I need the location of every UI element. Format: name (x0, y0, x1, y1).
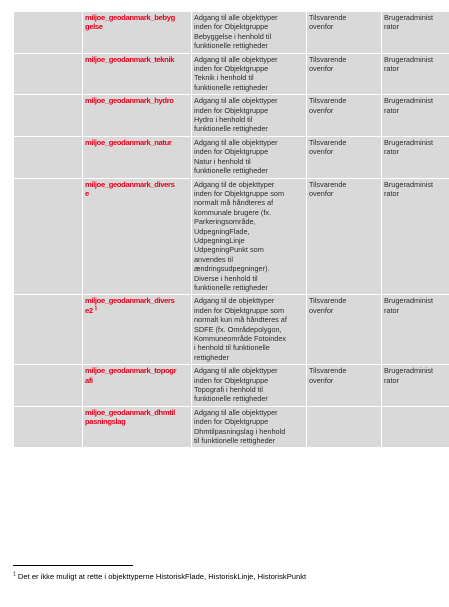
inherits-line: ovenfor (309, 22, 334, 32)
admin-line: rator (384, 305, 400, 315)
admin-line: Brugeradminist (384, 366, 434, 376)
inherits-cell (307, 53, 382, 95)
admin-cell (382, 136, 449, 178)
description-line: Bebyggelse i henhold til (194, 31, 272, 41)
table-row (14, 95, 449, 137)
role_lines-line: gelse (85, 22, 103, 32)
description-line: inden for Objektgruppe som (194, 188, 285, 198)
inherits-line: Tilsvarende (309, 54, 347, 64)
description-line: inden for Objektgruppe (194, 64, 269, 74)
description-cell (192, 178, 307, 295)
description-line: inden for Objektgruppe (194, 147, 269, 157)
blank-cell (14, 178, 83, 295)
role_lines-line: e (85, 188, 89, 198)
table-row (14, 53, 449, 95)
inherits-line: ovenfor (309, 305, 334, 315)
footnote (13, 572, 443, 582)
description-line: inden for Objektgruppe som (194, 305, 285, 315)
inherits-line: ovenfor (309, 64, 334, 74)
description-line: Adgang til alle objekttyper (194, 366, 278, 376)
role-name-cell (83, 136, 192, 178)
roles-table-body (14, 12, 449, 448)
role-name-cell (83, 95, 192, 137)
description-line: Natur i henhold til (194, 156, 251, 166)
blank-cell (14, 365, 83, 407)
admin-cell (382, 406, 449, 448)
role_lines-line: miljoe_geodanmark_natur (85, 137, 172, 147)
footnote-marker: 1 (13, 571, 16, 578)
role-name-cell (83, 12, 192, 54)
inherits-line: ovenfor (309, 188, 334, 198)
role_lines-line: miljoe_geodanmark_divers (85, 179, 175, 189)
description-cell (192, 53, 307, 95)
inherits-line: Tilsvarende (309, 96, 347, 106)
description-line: Adgang til alle objekttyper (194, 96, 278, 106)
description-line: kommunale brugere (fx. (194, 207, 272, 217)
blank-cell (14, 53, 83, 95)
description-line: Teknik i henhold til (194, 73, 254, 83)
table-row (14, 136, 449, 178)
role-name-cell (83, 406, 192, 448)
inherits-line: Tilsvarende (309, 366, 347, 376)
admin-line: Brugeradminist (384, 137, 434, 147)
inherits-cell (307, 95, 382, 137)
description-cell (192, 365, 307, 407)
footnote-separator (13, 565, 133, 566)
admin-line: Brugeradminist (384, 54, 434, 64)
footnote-text: Det er ikke muligt at rette i objekttyperne HistoriskFlade, HistoriskLinje, HistoriskPunkt (15, 572, 307, 581)
description-line: Kommuneområde Fotoindex (194, 334, 287, 343)
role-name-cell (83, 295, 192, 365)
description-line: Adgang til alle objekttyper (194, 54, 278, 64)
role_lines-line: pasningslag (85, 417, 126, 427)
blank-cell (14, 136, 83, 178)
admin-cell (382, 53, 449, 95)
inherits-cell (307, 178, 382, 295)
admin-cell (382, 178, 449, 295)
description-line: anvendes til (194, 254, 233, 264)
role_lines-line: miljoe_geodanmark_divers (85, 296, 175, 306)
description-line: funktionelle rettigheder (194, 82, 268, 92)
role_lines-line: miljoe_geodanmark_bebyg (85, 13, 175, 22)
description-line: normalt må håndteres af (194, 198, 274, 208)
description-line: inden for Objektgruppe (194, 417, 269, 427)
description-line: funktionelle rettigheder (194, 282, 268, 292)
description-line: funktionelle rettigheder (194, 394, 268, 404)
description-line: Adgang til alle objekttyper (194, 13, 278, 22)
footnote-reference: 1 (94, 305, 97, 312)
admin-line: rator (384, 375, 400, 385)
admin-line: rator (384, 64, 400, 74)
description-line: Adgang til alle objekttyper (194, 407, 278, 417)
inherits-cell (307, 295, 382, 365)
description-line: Adgang til alle objekttyper (194, 137, 278, 147)
description-line: UdpegningFlade, (194, 226, 250, 236)
role_lines-line: miljoe_geodanmark_hydro (85, 96, 174, 106)
description-line: inden for Objektgruppe (194, 105, 269, 115)
description-cell (192, 136, 307, 178)
description-line: Adgang til de objekttyper (194, 179, 275, 189)
description-line: Hydro i henhold til (194, 115, 253, 125)
description-line: Topografi i henhold til (194, 385, 263, 395)
role_lines-line: e2 (85, 305, 93, 315)
description-line: rettigheder (194, 352, 229, 362)
role-name-cell (83, 178, 192, 295)
inherits-line: Tilsvarende (309, 137, 347, 147)
description-cell (192, 12, 307, 54)
description-line: Adgang til de objekttyper (194, 296, 275, 306)
description-line: til funktionelle rettigheder (194, 436, 276, 446)
inherits-line: ovenfor (309, 105, 334, 115)
admin-line: Brugeradminist (384, 96, 434, 106)
description-line: ændringsudpegninger). (194, 264, 270, 274)
admin-line: Brugeradminist (384, 179, 434, 189)
admin-cell (382, 12, 449, 54)
description-line: inden for Objektgruppe (194, 375, 269, 385)
description-line: Diverse i henhold til (194, 273, 258, 283)
admin-cell (382, 365, 449, 407)
admin-cell (382, 95, 449, 137)
description-line: Dhmtilpasningslag i henhold (194, 426, 286, 436)
admin-line: rator (384, 22, 400, 32)
description-line: funktionelle rettigheder (194, 41, 268, 51)
admin-line: rator (384, 188, 400, 198)
table-row (14, 365, 449, 407)
description-line: funktionelle rettigheder (194, 124, 268, 134)
role_lines-line: miljoe_geodanmark_teknik (85, 54, 175, 64)
role_lines-line: miljoe_geodanmark_topogr (85, 366, 177, 376)
admin-line: Brugeradminist (384, 13, 434, 22)
blank-cell (14, 12, 83, 54)
inherits-line: ovenfor (309, 375, 334, 385)
description-line: UdpegningPunkt som (194, 245, 264, 255)
description-line: UdpegningLinje (194, 235, 245, 245)
description-cell (192, 295, 307, 365)
blank-cell (14, 406, 83, 448)
table-row (14, 295, 449, 365)
table-row (14, 12, 449, 54)
admin-line: rator (384, 147, 400, 157)
admin-line: Brugeradminist (384, 296, 434, 306)
roles-table (13, 11, 449, 448)
role_lines-line: miljoe_geodanmark_dhmtil (85, 407, 175, 417)
admin-line: rator (384, 105, 400, 115)
inherits-cell (307, 136, 382, 178)
description-line: funktionelle rettigheder (194, 166, 268, 176)
inherits-cell (307, 365, 382, 407)
inherits-line: ovenfor (309, 147, 334, 157)
role_lines-line: afi (85, 375, 93, 385)
description-line: i henhold til funktionelle (194, 343, 270, 353)
admin-cell (382, 295, 449, 365)
inherits-line: Tilsvarende (309, 13, 347, 22)
blank-cell (14, 295, 83, 365)
table-row (14, 178, 449, 295)
inherits-cell (307, 406, 382, 448)
description-line: inden for Objektgruppe (194, 22, 269, 32)
description-cell (192, 95, 307, 137)
description-cell (192, 406, 307, 448)
inherits-line: Tilsvarende (309, 179, 347, 189)
description-line: normalt kun må håndteres af (194, 315, 287, 325)
blank-cell (14, 95, 83, 137)
role-name-cell (83, 53, 192, 95)
inherits-line: Tilsvarende (309, 296, 347, 306)
role-name-cell (83, 365, 192, 407)
description-line: Parkeringsområde, (194, 217, 256, 227)
table-row (14, 406, 449, 448)
inherits-cell (307, 12, 382, 54)
description-line: SDFE (fx. Områdepolygon, (194, 324, 282, 334)
